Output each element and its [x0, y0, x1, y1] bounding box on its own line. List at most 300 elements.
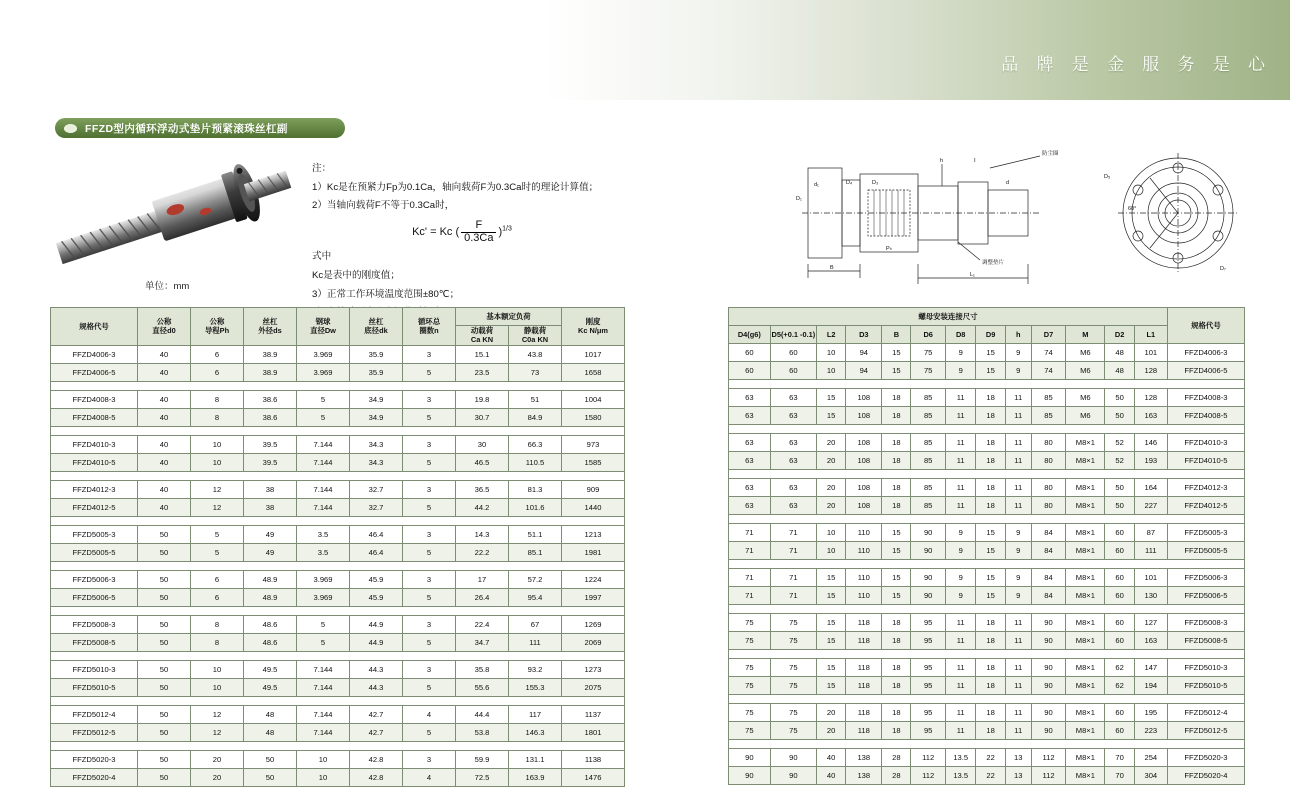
banner-slogan: 品 牌 是 金 服 务 是 心 [1001, 55, 1272, 74]
cell-value: 194 [1134, 677, 1167, 695]
cell-model-code: FFZD4010-3 [51, 435, 138, 453]
cell-value: 32.7 [350, 480, 403, 498]
svg-text:D₄: D₄ [846, 180, 853, 186]
cell-value: 7.144 [297, 705, 350, 723]
cell-value: 38.9 [244, 363, 297, 381]
cell-value: 84 [1031, 542, 1066, 560]
cell-value: 50 [138, 615, 191, 633]
cell-value: 3.969 [297, 570, 350, 588]
cell-model-code: FFZD4012-3 [1167, 479, 1244, 497]
formula-rhs: ) [498, 226, 503, 239]
cell-value: 11 [1005, 497, 1031, 515]
cell-value: 80 [1031, 497, 1066, 515]
table-row [729, 677, 1245, 695]
cell-value: 75 [729, 704, 771, 722]
cell-value: 90 [911, 587, 946, 605]
spacer-cell [729, 560, 1245, 569]
svg-text:调整垫片: 调整垫片 [982, 260, 1005, 266]
table-row-spacer [51, 381, 625, 390]
cell-value: 11 [1005, 677, 1031, 695]
cell-value: 51.1 [509, 525, 562, 543]
table-row [729, 614, 1245, 632]
cell-value: 71 [729, 569, 771, 587]
cell-value: 9 [945, 587, 976, 605]
svg-text:D₇: D₇ [1220, 266, 1226, 272]
cell-value: 15 [817, 632, 846, 650]
cell-value: 1476 [562, 768, 625, 786]
cell-value: 50 [138, 525, 191, 543]
cell-value: 90 [770, 749, 816, 767]
table-row [729, 389, 1245, 407]
cell-model-code: FFZD4008-5 [51, 408, 138, 426]
cell-model-code: FFZD5005-5 [1167, 542, 1244, 560]
cell-value: 49 [244, 543, 297, 561]
cell-value: 1658 [562, 363, 625, 381]
cell-value: 80 [1031, 479, 1066, 497]
table-row [729, 704, 1245, 722]
cell-model-code: FFZD4010-5 [1167, 452, 1244, 470]
cell-value: 6 [191, 345, 244, 363]
cell-value: 9 [1005, 524, 1031, 542]
cell-value: 9 [945, 344, 976, 362]
cell-value: 85 [911, 407, 946, 425]
table-row-spacer [51, 426, 625, 435]
cell-value: 138 [846, 767, 882, 785]
cell-value: 46.5 [456, 453, 509, 471]
cell-value: 15 [976, 569, 1005, 587]
section-title: FFZD型内循环浮动式垫片预紧滚珠丝杠副 [85, 122, 288, 135]
cell-value: 9 [1005, 587, 1031, 605]
cell-value: 4 [403, 768, 456, 786]
table-row [729, 659, 1245, 677]
cell-value: 1801 [562, 723, 625, 741]
th-mount-10: D7 [1031, 326, 1066, 344]
cell-value: 40 [817, 767, 846, 785]
cell-value: 131.1 [509, 750, 562, 768]
table-row [51, 750, 625, 768]
cell-value: 3 [403, 615, 456, 633]
cell-value: 63 [770, 407, 816, 425]
cell-value: 87 [1134, 524, 1167, 542]
cell-value: 223 [1134, 722, 1167, 740]
cell-value: 30 [456, 435, 509, 453]
cell-value: 11 [945, 614, 976, 632]
th-code: 规格代号 [51, 308, 138, 346]
table-row [51, 588, 625, 606]
cell-value: 11 [945, 389, 976, 407]
cell-model-code: FFZD4006-5 [1167, 362, 1244, 380]
cell-value: 71 [729, 524, 771, 542]
cell-value: 75 [911, 344, 946, 362]
cell-value: 18 [976, 722, 1005, 740]
th-screw-outer-diameter: 丝杠 外径ds [244, 308, 297, 346]
cell-value: 85 [911, 452, 946, 470]
cell-model-code: FFZD5008-3 [51, 615, 138, 633]
cell-value: 23.5 [456, 363, 509, 381]
cell-value: 111 [1134, 542, 1167, 560]
cell-value: 9 [945, 524, 976, 542]
cell-value: 51 [509, 390, 562, 408]
cell-value: 11 [945, 497, 976, 515]
cell-value: 34.3 [350, 453, 403, 471]
stiffness-formula [312, 220, 612, 244]
cell-model-code: FFZD4010-5 [51, 453, 138, 471]
table-row [729, 587, 1245, 605]
cell-value: 50 [138, 723, 191, 741]
cell-value: 14.3 [456, 525, 509, 543]
cell-value: 49.5 [244, 678, 297, 696]
cell-value: 45.9 [350, 570, 403, 588]
cell-value: 71 [770, 587, 816, 605]
cell-value: 39.5 [244, 453, 297, 471]
cell-model-code: FFZD5005-3 [1167, 524, 1244, 542]
cell-value: 18 [976, 704, 1005, 722]
svg-text:d₁: d₁ [814, 182, 819, 188]
spacer-cell [729, 650, 1245, 659]
cell-value: 48 [244, 723, 297, 741]
cell-value: 118 [846, 704, 882, 722]
cell-value: 46.4 [350, 543, 403, 561]
spacer-cell [51, 741, 625, 750]
cell-value: 1585 [562, 453, 625, 471]
table-row [51, 678, 625, 696]
cell-value: 110 [846, 542, 882, 560]
th-static-load: 静载荷 C0a KN [509, 326, 562, 346]
cell-value: 35.8 [456, 660, 509, 678]
cell-value: 60 [770, 344, 816, 362]
table-row [729, 749, 1245, 767]
spacer-cell [729, 380, 1245, 389]
cell-value: 60 [1105, 569, 1134, 587]
cell-value: 18 [976, 677, 1005, 695]
cell-value: 18 [976, 659, 1005, 677]
cell-value: 50 [138, 750, 191, 768]
table-row [51, 660, 625, 678]
table-row [729, 434, 1245, 452]
spacer-cell [51, 696, 625, 705]
cell-value: 20 [817, 497, 846, 515]
cell-value: 85 [911, 497, 946, 515]
cell-value: M8×1 [1066, 452, 1105, 470]
cell-value: 18 [882, 479, 911, 497]
cell-value: 8 [191, 408, 244, 426]
table-row-spacer [51, 561, 625, 570]
cell-value: 3 [403, 660, 456, 678]
cell-value: 3.5 [297, 525, 350, 543]
cell-value: 52 [1105, 434, 1134, 452]
cell-value: 146 [1134, 434, 1167, 452]
th-mount-9: h [1005, 326, 1031, 344]
cell-value: 11 [945, 704, 976, 722]
cell-value: 75 [770, 632, 816, 650]
cell-value: 1137 [562, 705, 625, 723]
cell-model-code: FFZD4012-5 [1167, 497, 1244, 515]
cell-value: 5 [403, 678, 456, 696]
cell-value: 6 [191, 570, 244, 588]
cell-value: 71 [770, 524, 816, 542]
spacer-cell [729, 470, 1245, 479]
th-root-diameter: 丝杠 底径dk [350, 308, 403, 346]
cell-value: 22.2 [456, 543, 509, 561]
cell-value: 3 [403, 750, 456, 768]
cell-model-code: FFZD4006-5 [51, 363, 138, 381]
cell-value: 95 [911, 614, 946, 632]
cell-value: 1224 [562, 570, 625, 588]
cell-model-code: FFZD5005-3 [51, 525, 138, 543]
cell-value: 48.6 [244, 633, 297, 651]
product-photo [45, 155, 305, 270]
spacer-cell [729, 515, 1245, 524]
cell-value: 5 [403, 588, 456, 606]
cell-value: 95 [911, 722, 946, 740]
page-banner [0, 0, 1290, 100]
cell-value: 1981 [562, 543, 625, 561]
cell-value: 11 [1005, 659, 1031, 677]
cell-model-code: FFZD4008-3 [51, 390, 138, 408]
cell-value: 11 [945, 722, 976, 740]
cell-value: 90 [911, 524, 946, 542]
cell-value: 46.4 [350, 525, 403, 543]
cell-value: 9 [945, 569, 976, 587]
note-1: 1）Kc是在预紧力Fp为0.1Ca，轴向载荷F为0.3Ca时的理论计算值； [312, 181, 599, 193]
cell-value: 101 [1134, 344, 1167, 362]
cell-value: 48.6 [244, 615, 297, 633]
cell-value: 40 [817, 749, 846, 767]
cell-value: 10 [191, 435, 244, 453]
table-row [729, 632, 1245, 650]
spacer-cell [51, 606, 625, 615]
cell-value: 71 [729, 542, 771, 560]
cell-value: 81.3 [509, 480, 562, 498]
cell-value: 15 [817, 407, 846, 425]
cell-value: 15.1 [456, 345, 509, 363]
cell-value: 75 [770, 704, 816, 722]
note-5: 3）正常工作环境温度范围±80℃； [312, 288, 460, 300]
cell-value: 5 [403, 408, 456, 426]
cell-value: 18 [882, 407, 911, 425]
cell-value: 40 [138, 498, 191, 516]
svg-text:d: d [1006, 180, 1010, 186]
cell-value: 108 [846, 452, 882, 470]
cell-value: 5 [297, 615, 350, 633]
cell-value: 28 [882, 749, 911, 767]
table-row [729, 767, 1245, 785]
notes-block [312, 160, 612, 323]
cell-value: 85 [1031, 389, 1066, 407]
cell-value: M6 [1066, 389, 1105, 407]
cell-value: 90 [729, 767, 771, 785]
th-circuits: 循环总 圈数n [403, 308, 456, 346]
table-row-spacer [729, 515, 1245, 524]
cell-value: 63 [729, 389, 771, 407]
cell-value: 3 [403, 570, 456, 588]
spacer-cell [51, 471, 625, 480]
cell-value: 63 [729, 452, 771, 470]
cell-value: 50 [1105, 407, 1134, 425]
cell-value: 44.9 [350, 633, 403, 651]
right-head-subrow [729, 326, 1245, 344]
cell-value: 155.3 [509, 678, 562, 696]
cell-value: 15 [817, 389, 846, 407]
right-table-head [729, 308, 1245, 344]
cell-value: 63 [770, 497, 816, 515]
cell-value: 57.2 [509, 570, 562, 588]
table-row [729, 479, 1245, 497]
table-row-spacer [51, 516, 625, 525]
cell-value: 164 [1134, 479, 1167, 497]
th-mount-7: D8 [945, 326, 976, 344]
cell-value: 90 [1031, 704, 1066, 722]
cell-value: 38 [244, 480, 297, 498]
right-spec-table [728, 307, 1245, 785]
cell-model-code: FFZD5012-4 [1167, 704, 1244, 722]
cell-value: 49.5 [244, 660, 297, 678]
formula-denominator: 0.3Ca [464, 231, 494, 244]
cell-value: 11 [1005, 389, 1031, 407]
cell-model-code: FFZD4008-3 [1167, 389, 1244, 407]
cell-value: 118 [846, 632, 882, 650]
cell-value: 3.969 [297, 345, 350, 363]
cell-value: 118 [846, 659, 882, 677]
cell-value: 18 [976, 614, 1005, 632]
cell-value: 70 [1105, 767, 1134, 785]
svg-text:防尘圈: 防尘圈 [1042, 151, 1059, 157]
th-nominal-lead: 公称 导程Ph [191, 308, 244, 346]
cell-value: 15 [976, 344, 1005, 362]
cell-model-code: FFZD5006-5 [51, 588, 138, 606]
cell-model-code: FFZD5012-5 [51, 723, 138, 741]
cell-value: 3 [403, 480, 456, 498]
table-row-spacer [729, 470, 1245, 479]
cell-value: 1997 [562, 588, 625, 606]
cell-value: 15 [817, 677, 846, 695]
cell-value: 101 [1134, 569, 1167, 587]
cell-value: 112 [911, 767, 946, 785]
cell-value: 3 [403, 525, 456, 543]
cell-value: 71 [729, 587, 771, 605]
cell-value: 3 [403, 345, 456, 363]
cell-value: 1273 [562, 660, 625, 678]
cell-value: 15 [882, 344, 911, 362]
cell-value: 95 [911, 677, 946, 695]
note-3: 式中 [312, 251, 332, 263]
cell-value: 5 [403, 723, 456, 741]
cell-value: 15 [976, 362, 1005, 380]
cell-value: 1004 [562, 390, 625, 408]
cell-value: 70 [1105, 749, 1134, 767]
cell-value: 20 [817, 434, 846, 452]
cell-value: 44.3 [350, 660, 403, 678]
cell-value: 3.969 [297, 588, 350, 606]
cell-value: 49 [244, 525, 297, 543]
table-row [51, 498, 625, 516]
table-row [729, 452, 1245, 470]
table-row [729, 344, 1245, 362]
cell-value: 1017 [562, 345, 625, 363]
cell-value: 22 [976, 767, 1005, 785]
cell-value: 15 [882, 569, 911, 587]
cell-value: M8×1 [1066, 749, 1105, 767]
cell-value: 11 [1005, 479, 1031, 497]
table-row-spacer [729, 425, 1245, 434]
cell-value: 90 [729, 749, 771, 767]
cell-value: 75 [729, 659, 771, 677]
cell-value: 138 [846, 749, 882, 767]
cell-value: 85 [911, 479, 946, 497]
th-code-right: 规格代号 [1167, 308, 1244, 344]
cell-value: 71 [770, 569, 816, 587]
cell-value: M8×1 [1066, 587, 1105, 605]
cell-value: M8×1 [1066, 677, 1105, 695]
table-row-spacer [51, 651, 625, 660]
cell-value: 95.4 [509, 588, 562, 606]
cell-value: 60 [770, 362, 816, 380]
cell-value: 8 [191, 615, 244, 633]
cell-value: 15 [976, 524, 1005, 542]
cell-value: 11 [1005, 722, 1031, 740]
cell-value: 108 [846, 407, 882, 425]
cell-model-code: FFZD5012-5 [1167, 722, 1244, 740]
cell-value: M8×1 [1066, 704, 1105, 722]
cell-value: 55.6 [456, 678, 509, 696]
cell-value: 112 [1031, 767, 1066, 785]
cell-value: 75 [729, 722, 771, 740]
cell-value: 63 [729, 434, 771, 452]
cell-value: 5 [403, 543, 456, 561]
table-row [51, 768, 625, 786]
cell-value: 5 [403, 633, 456, 651]
cell-value: 73 [509, 363, 562, 381]
cell-value: 75 [770, 659, 816, 677]
cell-value: 18 [882, 704, 911, 722]
cell-value: 48 [244, 705, 297, 723]
left-table-head [51, 308, 625, 346]
cell-value: 60 [1105, 722, 1134, 740]
cell-value: 15 [976, 542, 1005, 560]
cell-value: 11 [945, 677, 976, 695]
cell-value: 12 [191, 498, 244, 516]
cell-value: 10 [817, 542, 846, 560]
table-row-spacer [51, 606, 625, 615]
th-stiffness: 刚度 Kc N/μm [562, 308, 625, 346]
table-row [51, 390, 625, 408]
cell-value: 60 [729, 344, 771, 362]
cell-value: 34.3 [350, 435, 403, 453]
technical-drawings [790, 138, 1260, 293]
cell-value: 50 [138, 660, 191, 678]
table-row [51, 408, 625, 426]
table-row-spacer [729, 560, 1245, 569]
cell-value: 13.5 [945, 767, 976, 785]
cell-value: 84 [1031, 569, 1066, 587]
cell-value: 11 [1005, 704, 1031, 722]
table-row-spacer [51, 696, 625, 705]
table-row-spacer [729, 695, 1245, 704]
cell-value: 11 [945, 479, 976, 497]
cell-value: 50 [1105, 497, 1134, 515]
cell-model-code: FFZD4012-3 [51, 480, 138, 498]
cell-value: 18 [976, 479, 1005, 497]
cell-value: 11 [1005, 407, 1031, 425]
svg-text:D₅: D₅ [1104, 174, 1111, 180]
cell-value: 10 [817, 524, 846, 542]
cell-value: 20 [817, 722, 846, 740]
cell-model-code: FFZD5008-5 [51, 633, 138, 651]
cell-value: 60 [1105, 704, 1134, 722]
table-row [51, 723, 625, 741]
svg-text:60°: 60° [1128, 206, 1137, 212]
cell-value: 5 [403, 453, 456, 471]
